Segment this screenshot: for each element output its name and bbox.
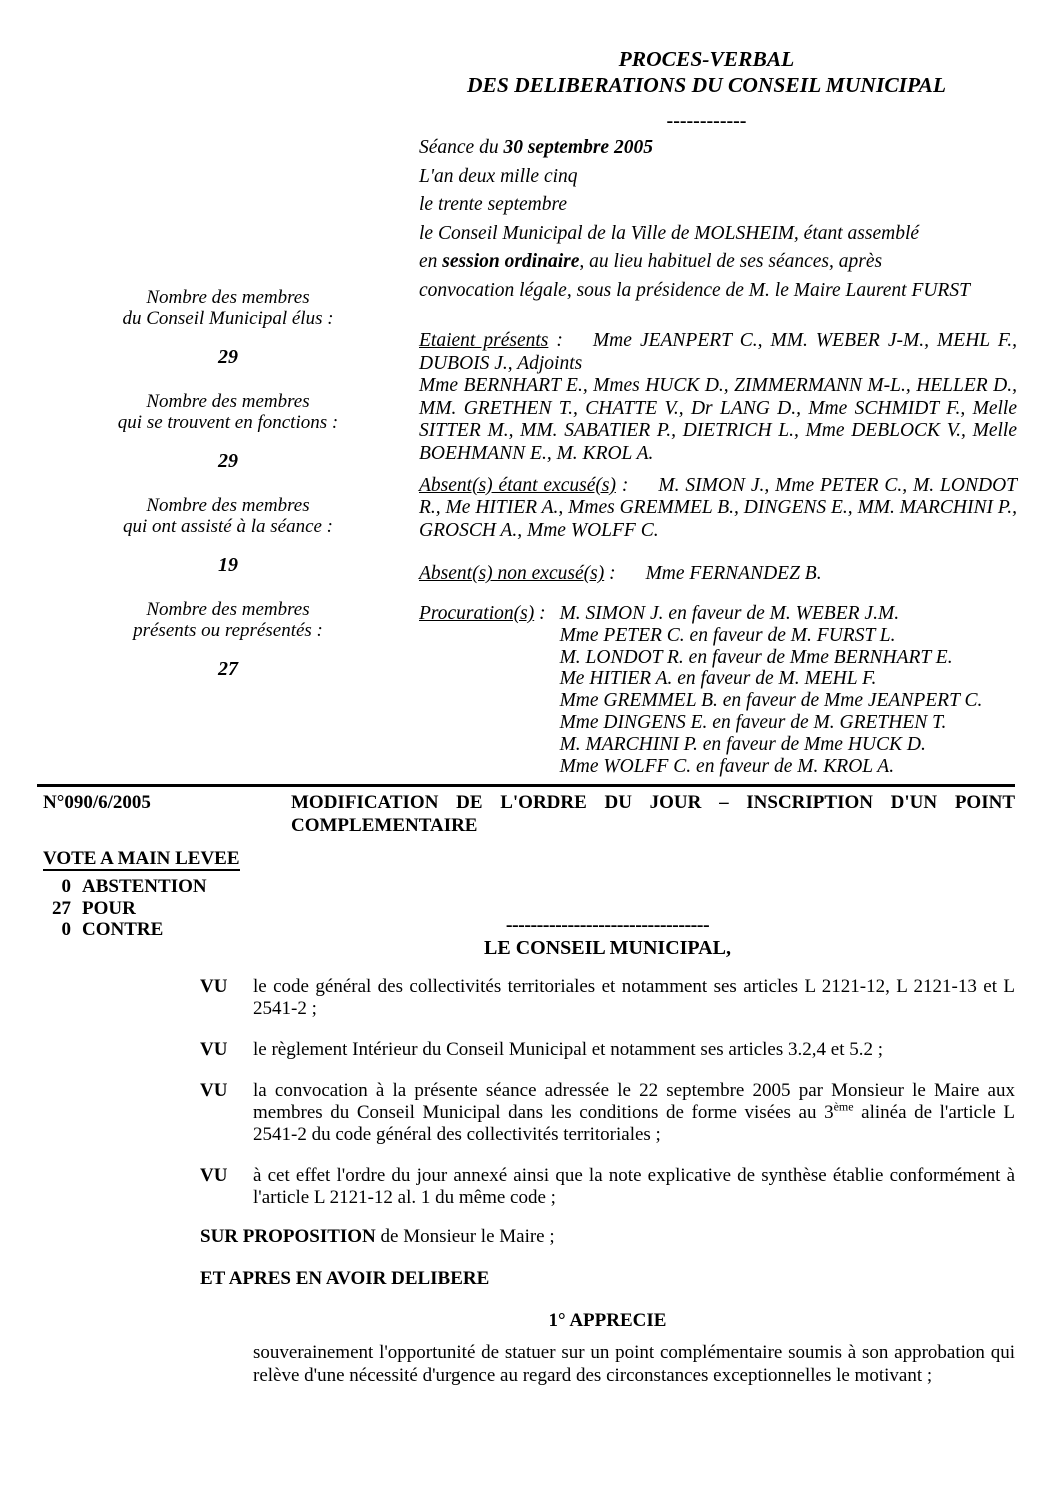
proxies-list <box>560 603 1017 777</box>
intro-line-assembly: le Conseil Municipal de la Ville de MOLSHEIM, étant assemblé <box>419 222 920 244</box>
proxy-line: M. SIMON J. en faveur de M. WEBER J.M. <box>559 602 900 624</box>
stat-label <box>62 392 394 433</box>
deliberation-title <box>291 791 1015 837</box>
proxy-line: M. LONDOT R. en faveur de Mme BERNHART E. <box>559 646 953 668</box>
stat-label-line2: présents ou représentés : <box>133 619 323 641</box>
presents-paragraph <box>419 330 1017 375</box>
presents-label: Etaient présents <box>419 330 549 351</box>
decision-heading: 1° APPRECIE <box>548 1310 667 1331</box>
stat-members-attended <box>62 496 394 576</box>
vote-count: 0 <box>61 876 71 897</box>
stat-label-line2: du Conseil Municipal élus : <box>122 307 334 329</box>
proxy-line: Mme WOLFF C. en faveur de M. KROL A. <box>559 755 895 777</box>
vu-text: le code général des collectivités territoriales et notamment ses articles L 2121-12, L 2121-13 et L 2541-2 ; <box>253 976 1015 1019</box>
stat-label <box>62 288 394 329</box>
vu-text <box>253 1080 1015 1146</box>
stat-value: 29 <box>218 450 238 472</box>
not-excused-absents-names: Mme FERNANDEZ B. <box>645 563 822 585</box>
council-heading: LE CONSEIL MUNICIPAL, <box>484 937 731 959</box>
vote-label: POUR <box>82 897 136 919</box>
deliberation-reference: N°090/6/2005 <box>43 792 151 813</box>
proxy-line: Mme GREMMEL B. en faveur de Mme JEANPERT C. <box>559 690 983 712</box>
stat-label-line1: Nombre des membres <box>146 287 310 308</box>
vu-item-reglement-interieur <box>200 1039 1015 1061</box>
proxy-line: M. MARCHINI P. en faveur de Mme HUCK D. <box>559 733 926 755</box>
stat-label-line2: qui ont assisté à la séance : <box>122 515 334 537</box>
deliberation-title-row <box>37 791 1015 837</box>
proxy-line: Me HITIER A. en faveur de M. MEHL F. <box>559 668 877 690</box>
proxies-block <box>419 603 1017 777</box>
vote-count: 0 <box>61 919 71 940</box>
vu-item-convocation <box>200 1080 1015 1146</box>
not-excused-absents-label: Absent(s) non excusé(s) <box>419 563 605 585</box>
stat-members-in-office <box>62 392 394 472</box>
session-type-prefix: en <box>419 251 443 273</box>
member-counts-column <box>62 288 394 704</box>
vu-text-part1: la convocation à la présente séance adressée le 22 septembre 2005 par Monsieur le Maire aux membres du Conseil Municipal dans les conditions de forme visées au 3 <box>253 1080 1015 1123</box>
vu-keyword: VU <box>200 1039 228 1060</box>
seance-date-line <box>419 134 1019 163</box>
ordinal-superscript: ème <box>833 1099 854 1114</box>
vote-heading: VOTE A MAIN LEVEE <box>43 848 240 869</box>
session-type-suffix: , au lieu habituel de ses séances, après <box>579 251 883 273</box>
stat-elected-members <box>62 288 394 368</box>
deliberation-title-line2: COMPLEMENTAIRE <box>291 815 478 836</box>
document-title-line1: PROCES-VERBAL <box>618 47 795 71</box>
vu-text: le règlement Intérieur du Conseil Municipal et notamment ses articles 3.2,4 et 5.2 ; <box>253 1039 883 1060</box>
proxy-line: Mme DINGENS E. en faveur de M. GRETHEN T. <box>559 711 947 733</box>
deliberation-title-line1: MODIFICATION DE L'ORDRE DU JOUR – INSCRIPTION D'UN POINT <box>291 792 1015 813</box>
intro-line-convocation: convocation légale, sous la présidence de M. le Maire Laurent FURST <box>419 279 970 301</box>
stat-label-line1: Nombre des membres <box>146 599 310 620</box>
document-title-line2: DES DELIBERATIONS DU CONSEIL MUNICIPAL <box>466 73 947 97</box>
vu-keyword: VU <box>200 976 228 997</box>
vu-item-ordre-du-jour <box>200 1165 1015 1209</box>
intro-line-day: le trente septembre <box>419 194 568 216</box>
stat-label-line1: Nombre des membres <box>146 391 310 412</box>
label-colon: : <box>548 330 563 351</box>
excused-absents-label: Absent(s) étant excusé(s) <box>419 474 616 496</box>
intro-line-session-type <box>419 248 1019 277</box>
vu-item-code-general <box>200 976 1015 1020</box>
vu-keyword: VU <box>200 1165 228 1186</box>
session-intro <box>419 134 1019 306</box>
seance-prefix: Séance du <box>419 137 504 158</box>
vu-list <box>200 976 1015 1228</box>
presents-names-line1: Mme JEANPERT C., MM. WEBER J-M., MEHL F., DUBOIS J., Adjoints <box>419 330 1017 374</box>
seance-date: 30 septembre 2005 <box>503 137 653 158</box>
proxies-label-wrap <box>419 603 546 777</box>
vote-label: ABSTENTION <box>82 876 207 897</box>
apres-delibere-line: ET APRES EN AVOIR DELIBERE <box>200 1268 490 1289</box>
stat-value: 19 <box>218 554 238 576</box>
attendance-section <box>419 330 1017 777</box>
excused-absents-paragraph <box>419 475 1017 543</box>
vu-keyword: VU <box>200 1080 228 1101</box>
not-excused-absents-paragraph <box>419 563 1017 586</box>
intro-line-year: L'an deux mille cinq <box>419 165 578 187</box>
label-colon: : <box>615 474 629 496</box>
stat-value: 27 <box>218 658 238 680</box>
proxy-line: Mme PETER C. en faveur de M. FURST L. <box>559 624 896 646</box>
vote-count: 27 <box>52 897 71 919</box>
session-type: session ordinaire <box>442 251 580 273</box>
vu-text: à cet effet l'ordre du jour annexé ainsi que la note explicative de synthèse établie conformément à l'article L 2121-12 al. 1 du même code ; <box>253 1165 1015 1208</box>
vote-label: CONTRE <box>82 919 164 940</box>
sur-proposition-keyword: SUR PROPOSITION <box>200 1226 376 1247</box>
label-colon: : <box>604 563 616 585</box>
label-colon: : <box>534 602 546 624</box>
stat-label <box>62 600 394 641</box>
council-heading-block <box>200 916 1015 959</box>
excused-absents-names: M. SIMON J., Mme PETER C., M. LONDOT R., Me HITIER A., Mmes GREMMEL B., DINGENS E., MM. MARCHINI P., GROSCH A., Mme WOLFF C. <box>419 474 1017 541</box>
document-header <box>408 46 1005 131</box>
stat-members-represented <box>62 600 394 680</box>
stat-value: 29 <box>218 346 238 368</box>
sur-proposition-line <box>200 1226 555 1248</box>
council-separator: --------------------------------- <box>505 914 710 936</box>
vote-row-abstention <box>43 876 1015 898</box>
vu-text-part2: alinéa de l'article L 2541-2 du code général des collectivités territoriales ; <box>253 1102 1016 1145</box>
sur-proposition-text: de Monsieur le Maire ; <box>375 1226 555 1247</box>
proxies-label: Procuration(s) <box>419 602 535 624</box>
decision-paragraph: souverainement l'opportunité de statuer sur un point complémentaire soumis à son approbation qui relève d'une nécessité d'urgence au regard des circonstances exceptionnelles le motivant ; <box>253 1342 1015 1386</box>
stat-label-line1: Nombre des membres <box>146 495 310 516</box>
presents-paragraph-continued: Mme BERNHART E., Mmes HUCK D., ZIMMERMANN M-L., HELLER D., MM. GRETHEN T., CHATTE V., Dr LANG D., Mme SCHMIDT F., Melle SITTER M., MM. SABATIER P., DIETRICH L., Mme DEBLOCK V., Melle BOEHMANN E., M. KROL A. <box>419 375 1017 464</box>
title-separator: ------------ <box>666 110 747 132</box>
stat-label <box>62 496 394 537</box>
stat-label-line2: qui se trouvent en fonctions : <box>117 411 339 433</box>
